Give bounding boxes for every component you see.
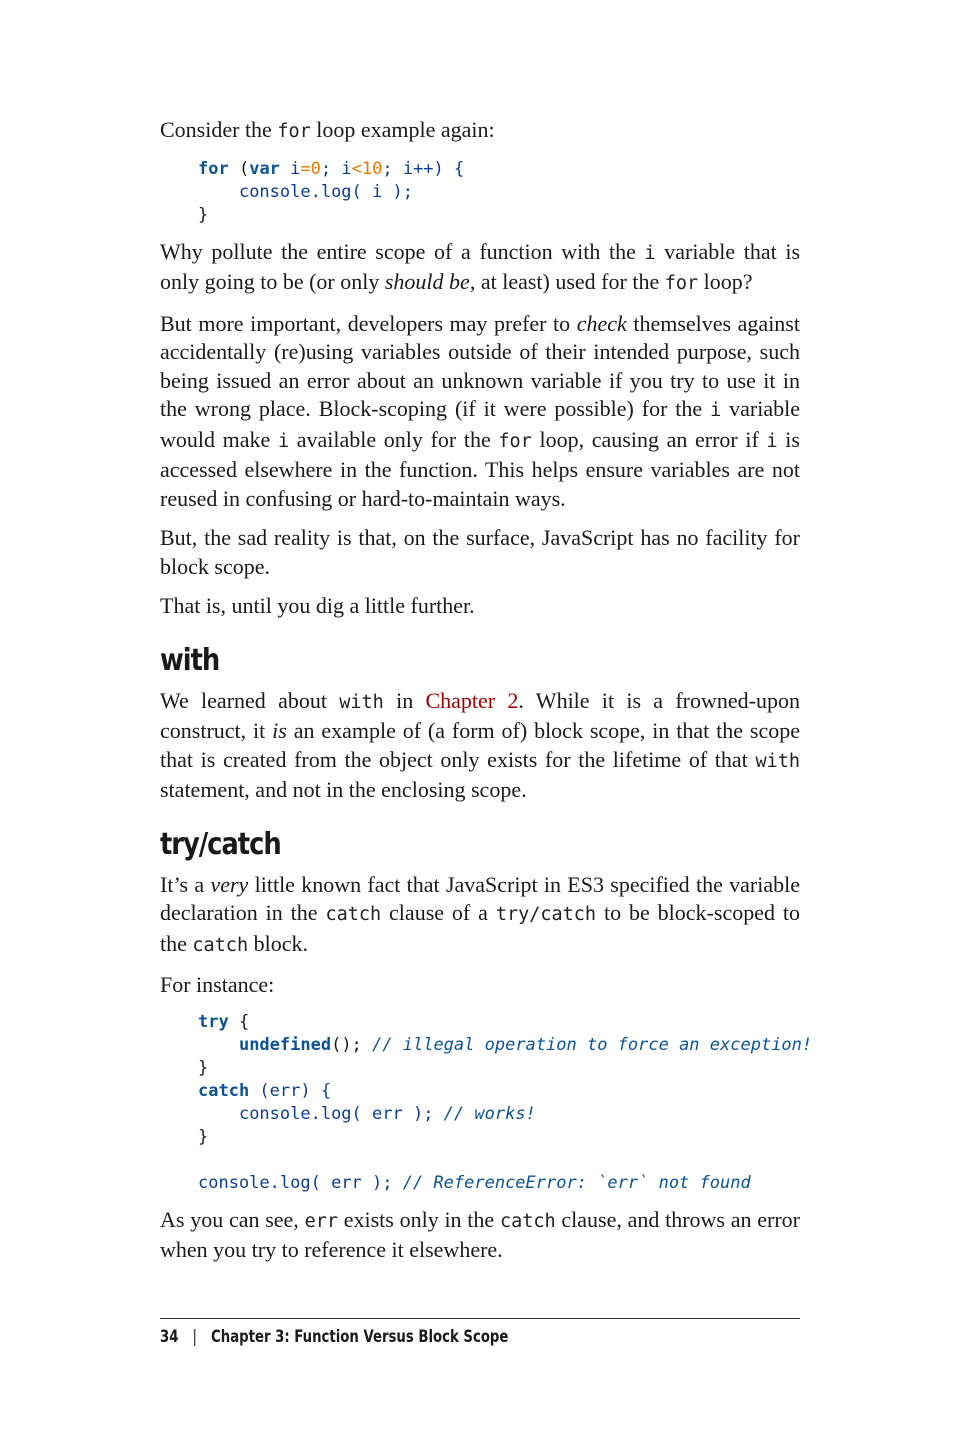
footer-chapter-title: Chapter 3: Function Versus Block Scope	[211, 1327, 509, 1347]
inline-code: for	[277, 121, 311, 142]
paragraph-intro: Consider the for loop example again:	[160, 117, 495, 142]
page-content	[160, 116, 813, 1276]
chapter-2-link[interactable]: Chapter 2	[425, 687, 519, 713]
paragraph-important: But more important, developers may prefer to check themselves against accidentally (re)using variables outside of their intended purpose, such being issued an error about an unknown variable if you try to use it in the wrong place. Block-scoping (if it were possible) for the i variable would make i available only for the for loop, causing an error if i is accessed elsewhere in the function. This helps ensure variables are not reused in confusing or hard-to-maintain ways.	[160, 310, 800, 511]
footer-text	[160, 1327, 508, 1347]
paragraph-for-instance: For instance:	[160, 972, 275, 997]
paragraph-pollute: Why pollute the entire scope of a function with the i variable that is only going to be (or only should be, at least) used for the for loop?	[160, 238, 801, 294]
paragraph-dig-further: That is, until you dig a little further.	[160, 593, 475, 618]
heading-try-catch: try/catch	[160, 826, 281, 862]
paragraph-with: We learned about with in Chapter 2. While it is a frowned-upon construct, it is an example of (a form of) block scope, in that the scope that is created from the object only exists for the lifetime of that with statement, and not in the enclosing scope.	[160, 687, 800, 802]
code-block-try-catch: try { undefined(); // illegal operation to force an exception! } catch (err) { console.log( err ); // works! } console.log( err ); // ReferenceError: `err` not found	[198, 1011, 813, 1193]
page-number: 34	[160, 1327, 179, 1347]
page-footer	[160, 1318, 800, 1347]
paragraph-try-catch: It’s a very little known fact that JavaScript in ES3 specified the variable declaration in the catch clause of a try/catch to be block-scoped to the catch block.	[160, 871, 800, 956]
paragraph-conclusion: As you can see, err exists only in the catch clause, and throws an error when you try to reference it elsewhere.	[160, 1206, 800, 1262]
heading-with: with	[160, 642, 220, 678]
code-block-for-loop: for (var i=0; i<10; i++) { console.log( i ); }	[198, 158, 465, 225]
footer-separator: |	[192, 1327, 197, 1347]
paragraph-sad-reality: But, the sad reality is that, on the surface, JavaScript has no facility for block scope.	[160, 525, 800, 579]
